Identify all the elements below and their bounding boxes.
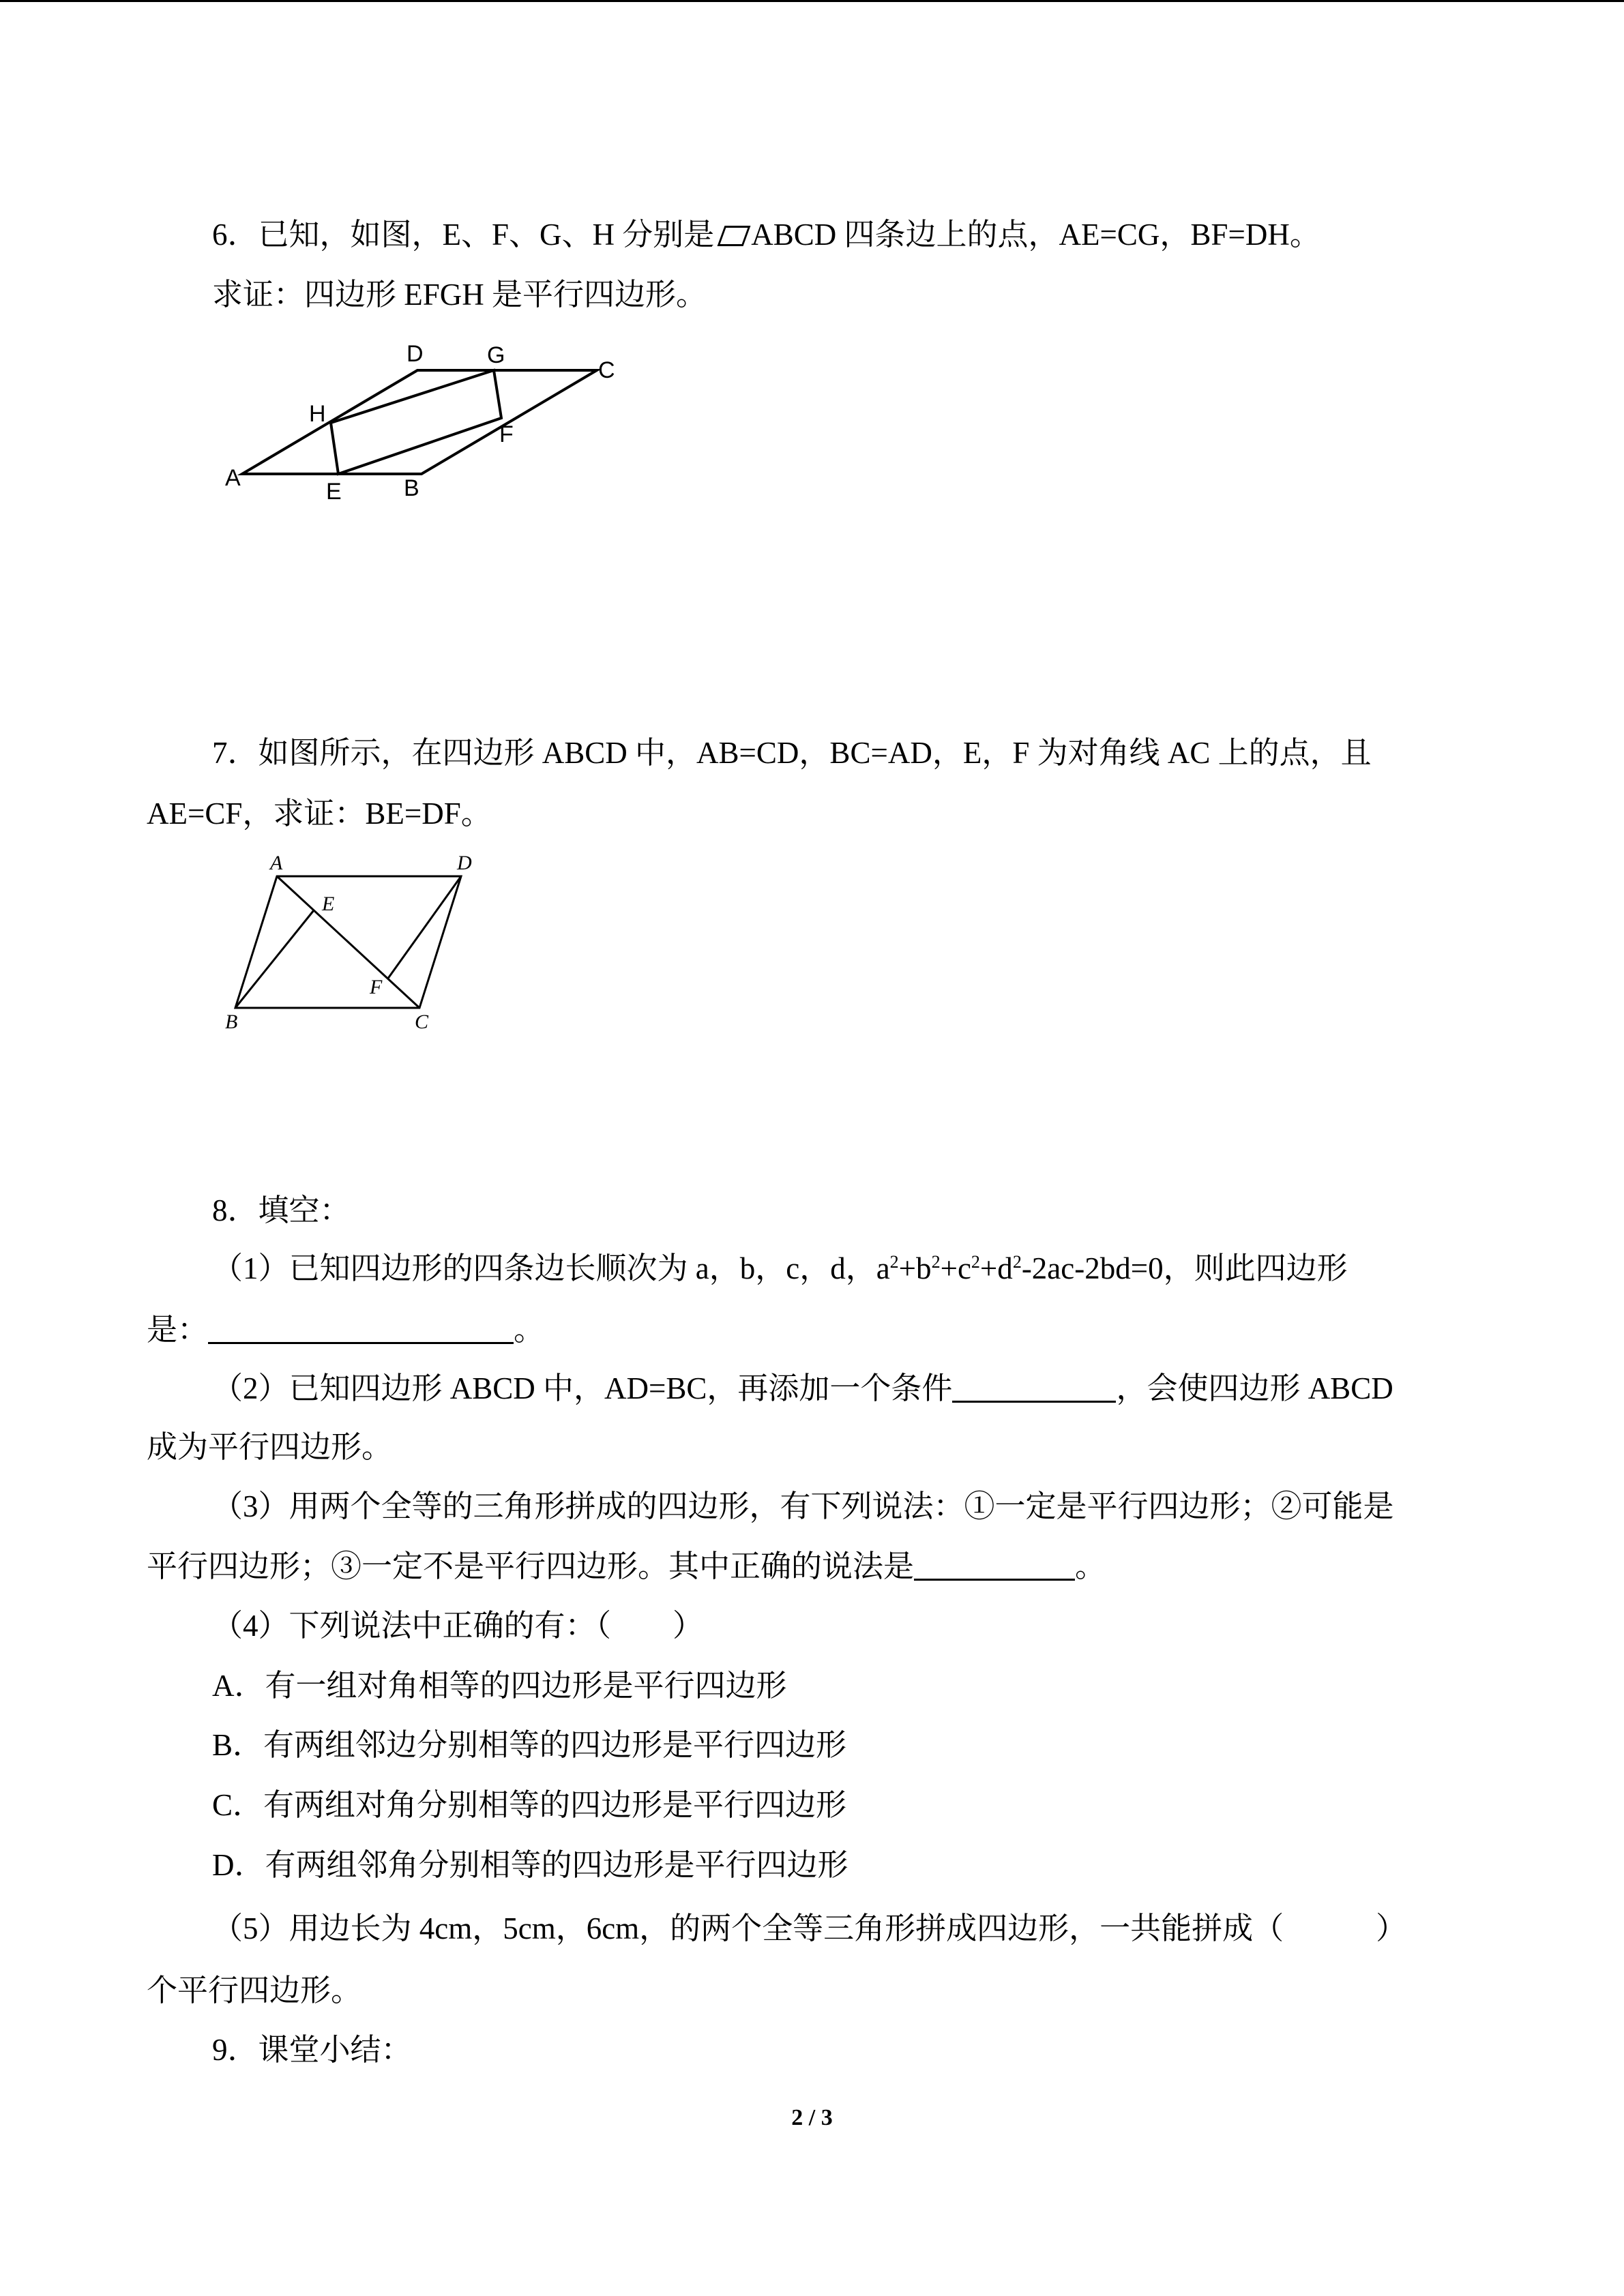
q6-parallelogram-abcd [242,370,597,474]
q6-line-2: 求证：四边形 EFGH 是平行四边形。 [212,278,707,312]
page-number: 2 / 3 [791,2105,833,2130]
q8-p5-line-2: 个平行四边形。 [147,1973,362,2008]
q6-figure [218,334,641,511]
q8-p1-text-e: -2ac-2bd=0，则此四边形 [1021,1251,1348,1285]
q7-line-2: AE=CF，求证：BE=DF。 [147,796,492,831]
q7-figure [218,849,491,1040]
q6-line-1 [212,220,1320,250]
q7-segment-df [387,876,461,979]
q8-p3-answer-blank[interactable] [914,1551,1075,1581]
q6-label-b: B [404,475,419,501]
top-border-line [0,0,1624,2]
q8-p2-text-b: ，会使四边形 ABCD [1116,1371,1393,1405]
q8-p1-suffix: 。 [514,1313,545,1347]
q8-p3-line-1: （3）用两个全等的三角形拼成的四边形，有下列说法：①一定是平行四边形；②可能是 [212,1489,1394,1523]
q9-title: 9．课堂小结： [212,2033,412,2067]
q8-p1-text-a: （1）已知四边形的四条边长顺次为 a，b，c，d，a [212,1251,890,1285]
superscript-2: 2 [971,1252,980,1272]
q6-label-c: C [598,357,615,383]
parallelogram-symbol-icon [718,226,751,246]
q8-p1-prefix: 是： [147,1313,209,1347]
q7-label-d: D [457,852,472,874]
q7-line-1: 7．如图所示，在四边形 ABCD 中，AB=CD，BC=AD，E，F 为对角线 AC 上的点，且 [212,736,1372,770]
q7-label-f: F [370,976,383,998]
superscript-2: 2 [889,1252,899,1272]
q8-p3-suffix: 。 [1075,1549,1106,1583]
q7-label-c: C [415,1011,429,1033]
q6-label-g: G [487,342,505,368]
q8-p1-text-b: +b [898,1251,932,1285]
q6-label-h: H [309,401,326,427]
q8-p2-answer-blank[interactable] [952,1373,1116,1403]
q8-option-b: B．有两组邻边分别相等的四边形是平行四边形 [212,1728,847,1762]
q8-p1-text-c: +c [940,1251,971,1285]
q8-p1-line-1 [212,1253,1348,1284]
q6-text-b: ABCD 四条边上的点，AE=CG，BF=DH。 [751,218,1320,252]
q8-p1-text-d: +d [979,1251,1013,1285]
q8-option-c: C．有两组对角分别相等的四边形是平行四边形 [212,1788,847,1822]
q6-label-f: F [499,421,514,447]
q7-segment-be [235,910,314,1008]
q6-label-d: D [407,341,424,367]
q8-title: 8．填空： [212,1193,351,1227]
q8-p2-line-2: 成为平行四边形。 [147,1430,393,1464]
q7-label-a: A [270,852,283,874]
q8-option-a: A．有一组对角相等的四边形是平行四边形 [212,1669,787,1703]
superscript-2: 2 [931,1252,941,1272]
q6-text-a: 6．已知，如图，E、F、G、H 分别是 [212,218,715,252]
superscript-2: 2 [1012,1252,1022,1272]
q8-p2-text-a: （2）已知四边形 ABCD 中，AD=BC，再添加一个条件 [212,1371,953,1405]
q6-label-e: E [326,479,342,505]
q8-p3-text-a: 平行四边形；③一定不是平行四边形。其中正确的说法是 [147,1549,915,1583]
q6-label-a: A [225,465,241,491]
q8-p1-line-2 [147,1315,544,1345]
q7-label-e: E [322,893,335,915]
q6-quad-efgh [331,370,501,474]
q8-p5-line-1: （5）用边长为 4cm，5cm，6cm，的两个全等三角形拼成四边形，一共能拼成（ ） [212,1911,1407,1945]
q7-label-b: B [225,1011,238,1033]
q8-p2-line-1 [212,1373,1393,1404]
q8-p1-answer-blank[interactable] [208,1315,514,1344]
q7-diagonal-ac [277,876,419,1008]
q8-p3-line-2 [147,1551,1106,1582]
q8-option-d: D．有两组邻角分别相等的四边形是平行四边形 [212,1848,848,1882]
q8-p4-question: （4）下列说法中正确的有：（ ） [212,1609,704,1643]
